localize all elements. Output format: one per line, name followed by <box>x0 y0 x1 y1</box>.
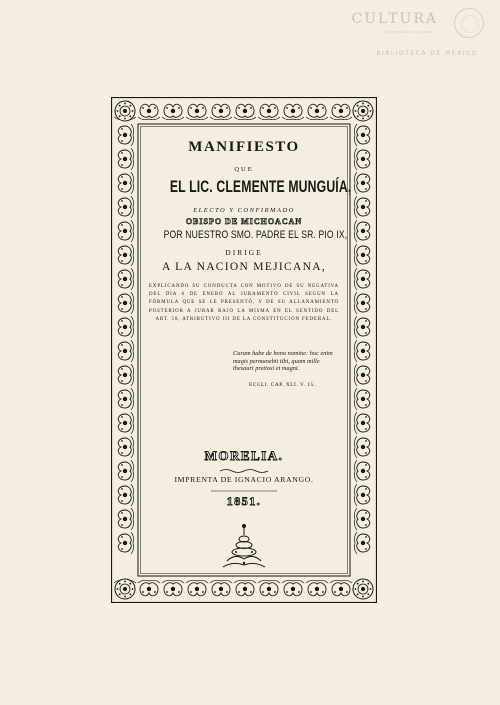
document-title: MANIFIESTO <box>188 139 300 155</box>
border-motif <box>354 364 369 386</box>
border-motif <box>354 436 369 458</box>
library-name: BIBLIOTECA DE MÉXICO <box>376 50 478 57</box>
mexico-seal-icon <box>454 8 484 38</box>
border-motif <box>118 124 133 146</box>
border-motif <box>354 124 369 146</box>
border-motif <box>138 580 160 595</box>
border-motif <box>118 268 133 290</box>
border-motif <box>118 460 133 482</box>
border-motif <box>234 104 256 119</box>
addressee-line: A LA NACION MEJICANA, <box>161 261 327 273</box>
border-motif <box>258 104 280 119</box>
border-motif <box>118 148 133 170</box>
border-motif <box>118 412 133 434</box>
title-page-text-block <box>141 127 352 575</box>
corner-rosette <box>115 101 135 121</box>
explanation-paragraph: EXPLICANDO SU CONDUCTA CON MOTIVO DE SU NEGATIVA DEL DIA 6 DE ENERO AL JURAMENTO CIVIL SEGUN LA FÓRMULA QUE SE LE PRESENTÓ, Y DE SU ALLANAMIENTO POSTERIOR A JURAR BAJO LA MISMA EN EL SENTIDO DEL ART. 50, ATRIBUTIVO III DE LA CONSTITUCION FEDERAL. <box>149 284 339 322</box>
border-motif <box>138 104 160 119</box>
border-motif <box>354 172 369 194</box>
border-motif <box>354 292 369 314</box>
latin-epigraph: Curam habe de bono nomine: hoc enim magis permanebit tibi, quam mille thesauri pretiosi et magni. <box>233 350 333 373</box>
border-motif <box>162 104 184 119</box>
border-motif <box>118 292 133 314</box>
border-motif <box>330 104 352 119</box>
rule-divider-icon <box>211 489 277 493</box>
border-motif <box>118 172 133 194</box>
border-motif <box>354 508 369 530</box>
border-motif <box>354 244 369 266</box>
border-motif <box>354 148 369 170</box>
border-motif <box>306 580 328 595</box>
border-motif <box>118 316 133 338</box>
border-motif <box>210 580 232 595</box>
border-motif <box>354 196 369 218</box>
corner-rosette <box>353 101 373 121</box>
border-motif <box>354 340 369 362</box>
border-motif <box>118 244 133 266</box>
border-motif <box>186 580 208 595</box>
border-motif <box>330 580 352 595</box>
dirige-line: DIRIGE <box>225 248 263 257</box>
imprint-printer: IMPRENTA DE IGNACIO ARANGO. <box>174 475 314 484</box>
border-motif <box>186 104 208 119</box>
border-motif <box>306 104 328 119</box>
border-motif <box>282 104 304 119</box>
border-motif <box>258 580 280 595</box>
printers-ornament-icon <box>221 523 267 571</box>
imprint-city: MORELIA. <box>204 448 284 463</box>
border-motif <box>118 436 133 458</box>
cultura-watermark <box>350 6 490 56</box>
border-motif <box>118 508 133 530</box>
border-motif <box>118 484 133 506</box>
border-motif <box>162 580 184 595</box>
imprint-year: 1851. <box>226 494 262 508</box>
border-motif <box>118 388 133 410</box>
border-motif <box>118 340 133 362</box>
border-motif <box>354 316 369 338</box>
border-motif <box>354 532 369 554</box>
border-motif <box>354 460 369 482</box>
epigraph-citation: ECCLI. CAP. XLI. V. 15. <box>249 382 316 388</box>
corner-rosette <box>115 579 135 599</box>
corner-rosette <box>353 579 373 599</box>
pope-line: POR NUESTRO SMO. PADRE EL SR. PIO IX, <box>163 229 348 241</box>
border-motif <box>282 580 304 595</box>
border-motif <box>354 268 369 290</box>
obispo-line: OBISPO DE MICHOACAN <box>185 217 303 226</box>
author-name: EL LIC. CLEMENTE MUNGUÍA, <box>169 177 352 196</box>
border-motif <box>354 412 369 434</box>
border-motif <box>354 484 369 506</box>
cultura-tagline: SECRETARÍA DE CULTURA <box>385 30 434 34</box>
title-page <box>111 97 377 603</box>
border-motif <box>118 220 133 242</box>
cultura-brand: CULTURA <box>351 11 438 27</box>
que-line: QUE <box>234 166 254 173</box>
border-motif <box>118 196 133 218</box>
border-motif <box>210 104 232 119</box>
electo-line: ELECTO Y CONFIRMADO <box>193 207 295 214</box>
border-motif <box>234 580 256 595</box>
flourish-divider-icon <box>219 468 269 474</box>
border-motif <box>354 220 369 242</box>
border-motif <box>118 532 133 554</box>
border-motif <box>118 364 133 386</box>
border-motif <box>354 388 369 410</box>
